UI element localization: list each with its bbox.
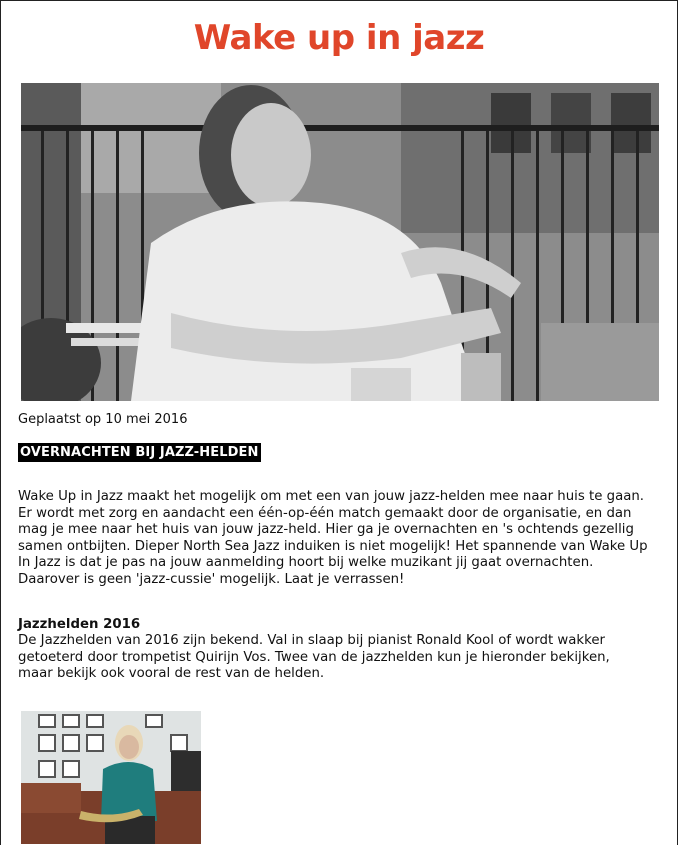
section-title: Jazzhelden 2016 [18, 617, 141, 632]
section-paragraph: De Jazzhelden van 2016 zijn bekend. Val in slaap bij pianist Ronald Kool of wordt wakker getoeterd door trompetist Quirijn Vos. Twee van de jazzhelden kun je hieronder bekijken, maar bekijk ook vooral de rest van de helden. [18, 633, 610, 681]
intro-paragraph: Wake Up in Jazz maakt het mogelijk om met een van jouw jazz-helden mee naar huis te gaan. Er wordt met zorg en aandacht een één-op-één match gemaakt door de organisatie, en dan mag je mee naar het huis van jouw jazz-held. Hier ga je overnachten en 's ochtends gezellig samen ontbijten. Dieper North Sea Jazz induiken is niet mogelijk! Het spannende van Wake Up In Jazz is dat je pas na jouw aanmelding hoort bij welke muzikant jij gaat overnachten. Daarover is geen 'jazz-cussie' mogelijk. Laat je verrassen! [18, 489, 648, 587]
article-headline: OVERNACHTEN BIJ JAZZ-HELDEN [20, 445, 259, 460]
article-title: Wake up in jazz [193, 18, 485, 58]
post-date: Geplaatst op 10 mei 2016 [18, 412, 188, 427]
jazz-hero-thumbnail[interactable] [21, 711, 201, 844]
hero-photo [21, 83, 659, 401]
